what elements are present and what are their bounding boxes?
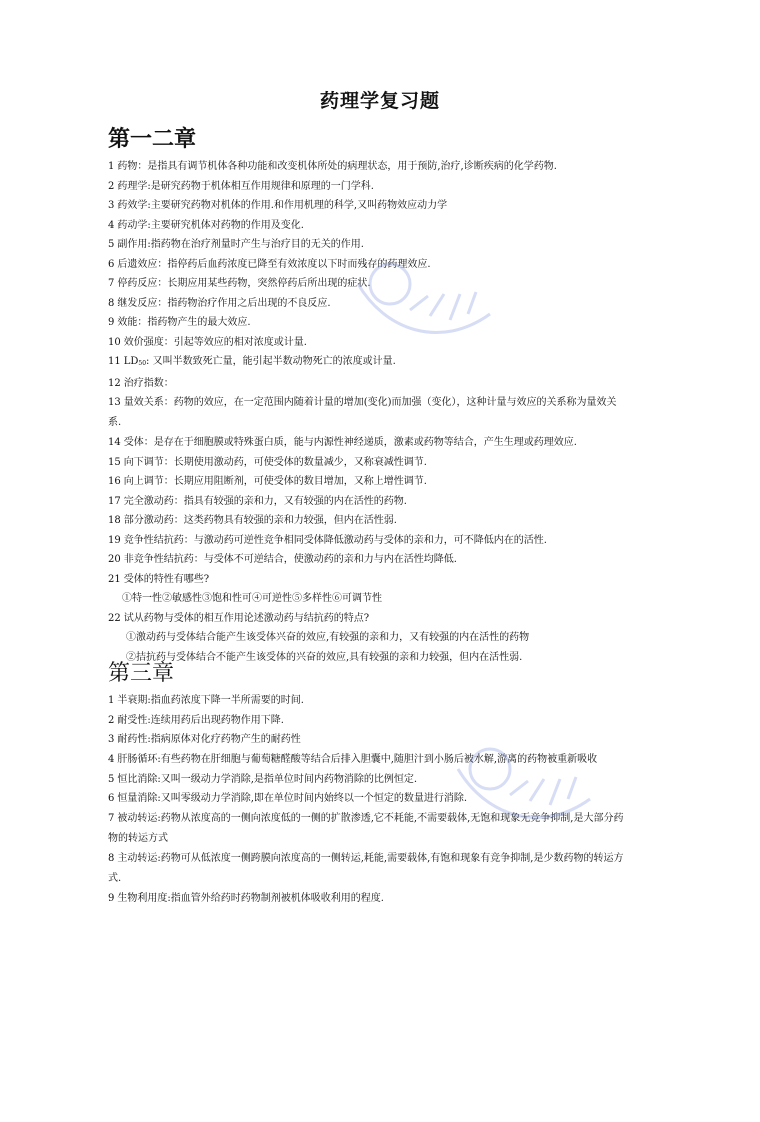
list-item: 15 向下调节：长期使用激动药，可使受体的数量减少，又称衰减性调节. bbox=[108, 456, 427, 468]
list-item: 7 被动转运:药物从浓度高的一侧向浓度低的一侧的扩散渗透,它不耗能,不需要载体,无饱和现象无竞争抑制,是大部分药物的转运方式 bbox=[108, 812, 624, 844]
list-item: 12 治疗指数： bbox=[108, 377, 174, 389]
list-item-answer: ①激动药与受体结合能产生该受体兴奋的效应,有较强的亲和力，又有较强的内在活性的药物 bbox=[126, 632, 530, 643]
list-item: 8 继发反应：指药物治疗作用之后出现的不良反应. bbox=[108, 297, 331, 309]
list-item: 8 主动转运:药物可从低浓度一侧跨膜向浓度高的一侧转运,耗能,需要载体,有饱和现象有竞争抑制,是少数药物的转运方式. bbox=[108, 852, 624, 884]
list-item: 2 耐受性:连续用药后出现药物作用下降. bbox=[108, 714, 284, 726]
chapter-1-items bbox=[108, 157, 628, 667]
list-item: 6 恒量消除:又叫零级动力学消除,即在单位时间内始终以一个恒定的数量进行消除. bbox=[108, 793, 468, 804]
list-item: 10 效价强度：引起等效应的相对浓度或计量. bbox=[108, 336, 307, 348]
list-item: 3 药效学:主要研究药物对机体的作用.和作用机理的科学,又叫药物效应动力学 bbox=[108, 200, 448, 211]
document-title: 药理学复习题 bbox=[319, 90, 440, 112]
list-item: 5 恒比消除:又叫一级动力学消除,是指单位时间内药物消除的比例恒定. bbox=[108, 773, 418, 785]
list-item: 5 副作用:指药物在治疗剂量时产生与治疗目的无关的作用. bbox=[108, 239, 364, 250]
list-item: 1 药物：是指具有调节机体各种功能和改变机体所处的病理状态，用于预防,治疗,诊断疾病的化学药物. bbox=[108, 161, 557, 172]
list-item: 1 半衰期:指血药浓度下降一半所需要的时间. bbox=[108, 695, 304, 706]
list-item: 9 效能：指药物产生的最大效应. bbox=[108, 317, 251, 328]
list-item: 3 耐药性:指病原体对化疗药物产生的耐药性 bbox=[108, 734, 301, 745]
list-item: 4 药动学:主要研究机体对药物的作用及变化. bbox=[108, 219, 304, 231]
list-item: 16 向上调节：长期应用阻断剂，可使受体的数目增加，又称上增性调节. bbox=[108, 476, 427, 487]
list-item: 21 受体的特性有哪些? bbox=[108, 573, 210, 585]
list-item: 4 肝肠循环:有些药物在肝细胞与葡萄糖醛酸等结合后排入胆囊中,随胆汁到小肠后被水解,游离的药物被重新吸收 bbox=[108, 753, 598, 765]
list-item-answer: ②拮抗药与受体结合不能产生该受体的兴奋的效应,具有较强的亲和力较强，但内在活性弱. bbox=[126, 651, 523, 663]
chapter-heading-3: 第三章 bbox=[108, 661, 175, 686]
list-item: 18 部分激动药：这类药物具有较强的亲和力较强，但内在活性弱. bbox=[108, 515, 397, 526]
chapter-heading-1: 第一二章 bbox=[108, 126, 197, 152]
list-item-answer: ①特一性②敏感性③饱和性可④可逆性⑤多样性⑥可调节性 bbox=[122, 593, 382, 604]
list-item: 22 试从药物与受体的相互作用论述激动药与结抗药的特点? bbox=[108, 612, 370, 624]
list-item: 9 生物利用度:指血管外给药时药物制剂被机体吸收利用的程度. bbox=[108, 892, 384, 904]
list-item: 19 竞争性结抗药：与激动药可逆性竞争相同受体降低激动药与受体的亲和力，可不降低内在的活性. bbox=[108, 534, 547, 546]
list-item: 2 药理学:是研究药物于机体相互作用规律和原理的一门学科. bbox=[108, 180, 374, 192]
list-item: 17 完全激动药：指具有较强的亲和力，又有较强的内在活性的药物. bbox=[108, 495, 407, 507]
chapter-3-items bbox=[108, 691, 628, 908]
list-item: 13 量效关系：药物的效应，在一定范围内随着计量的增加(变化)而加强（变化），这种计量与效应的关系称为量效关系. bbox=[108, 397, 617, 428]
list-item: 14 受体：是存在于细胞膜或特殊蛋白质，能与内源性神经递质，激素或药物等结合，产生生理或药理效应. bbox=[108, 437, 577, 448]
list-item: 7 停药反应：长期应用某些药物，突然停药后所出现的症状. bbox=[108, 278, 371, 289]
list-item: 6 后遗效应：指停药后血药浓度已降至有效浓度以下时而残存的药理效应. bbox=[108, 258, 431, 270]
list-item: 11 LD50: 又叫半数致死亡量，能引起半数动物死亡的浓度或计量. bbox=[108, 356, 396, 367]
list-item: 20 非竞争性结抗药：与受体不可逆结合，使激动药的亲和力与内在活性均降低. bbox=[108, 554, 457, 565]
